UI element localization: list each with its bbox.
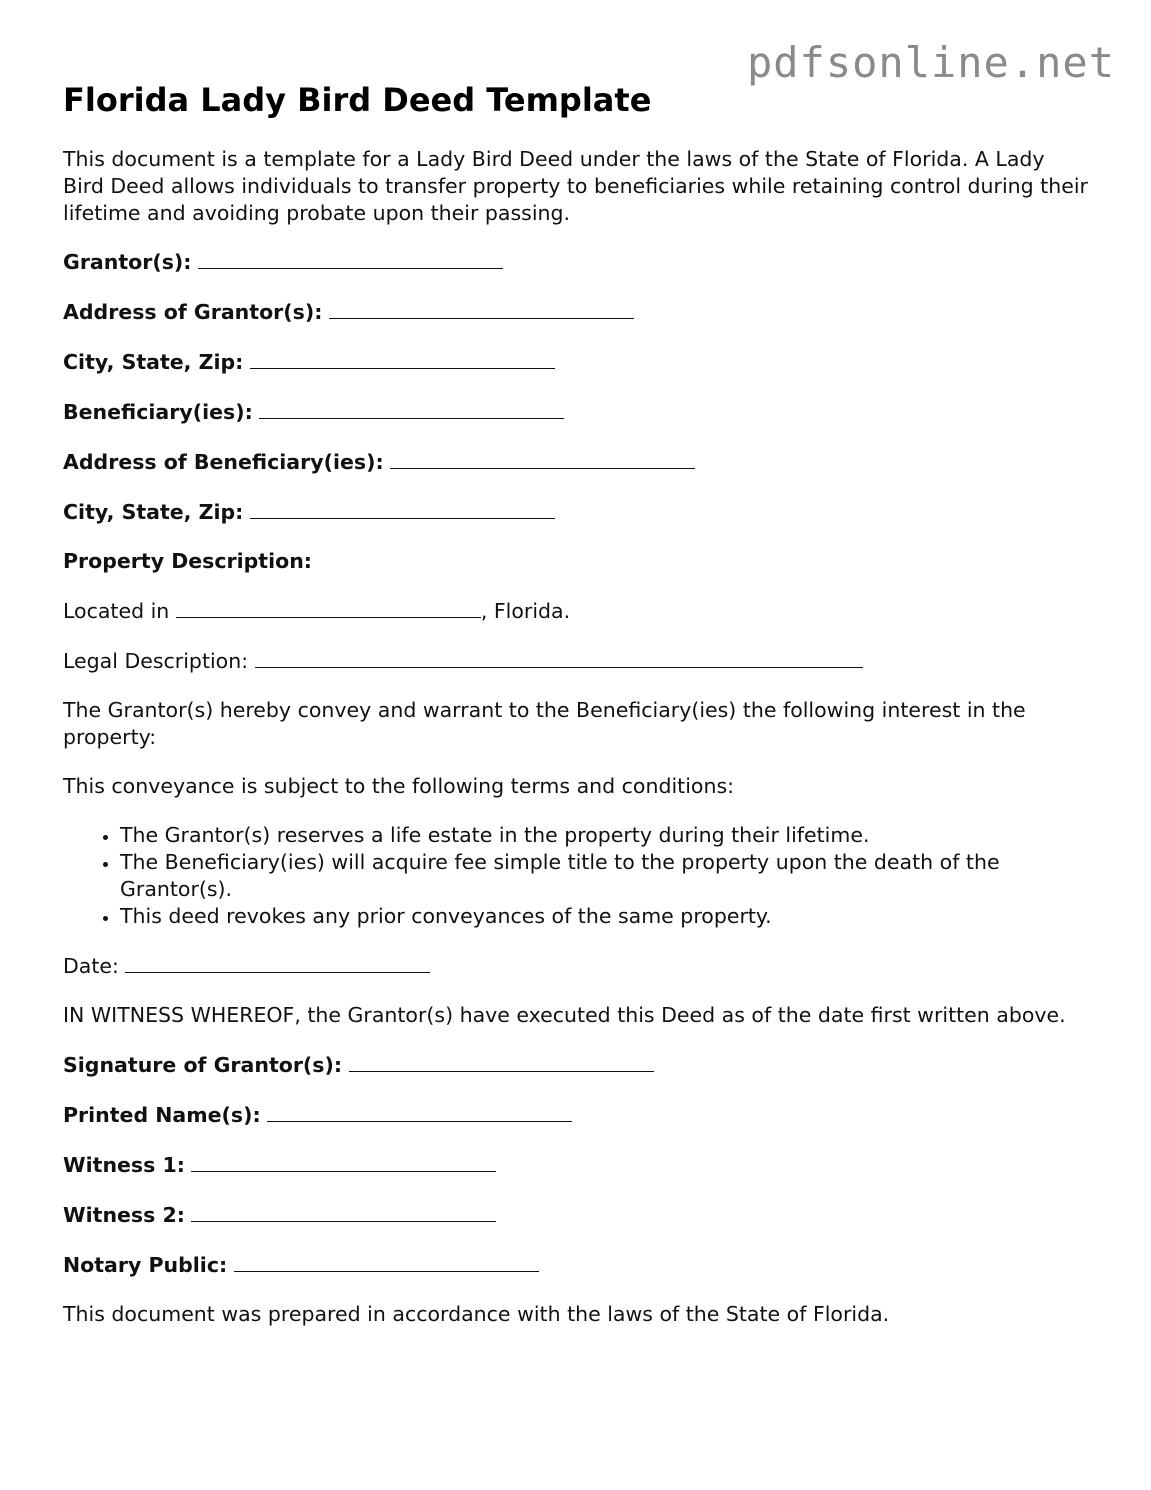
grantor-city-blank[interactable]: [250, 348, 555, 369]
beneficiaries-field: [63, 398, 1088, 426]
beneficiary-city-field: [63, 498, 1088, 526]
document-title: Florida Lady Bird Deed Template: [63, 81, 652, 119]
grantor-signature-field: [63, 1051, 1088, 1079]
beneficiaries-label: Beneficiary(ies):: [63, 400, 253, 424]
intro-paragraph: This document is a template for a Lady Bird Deed under the laws of the State of Florida. A Lady Bird Deed allows individuals to transfer property to beneficiaries while retaining control during their lifetime and avoiding probate upon their passing.: [63, 147, 1088, 225]
grantor-signature-label: Signature of Grantor(s):: [63, 1053, 343, 1077]
footer-statement: This document was prepared in accordance with the laws of the State of Florida.: [63, 1302, 890, 1326]
notary-field: [63, 1251, 1088, 1279]
legal-description-field: [63, 647, 1088, 675]
grantor-signature-blank[interactable]: [349, 1051, 654, 1072]
witness-1-blank[interactable]: [191, 1151, 496, 1172]
property-description-heading: [63, 548, 1088, 575]
document-page: [63, 78, 1088, 1350]
grantors-label: Grantor(s):: [63, 250, 192, 274]
notary-label: Notary Public:: [63, 1253, 228, 1277]
list-item: • The Grantor(s) reserves a life estate in the property during their lifetime.: [120, 822, 1088, 849]
property-description-label: Property Description:: [63, 549, 312, 573]
witness-clause: IN WITNESS WHEREOF, the Grantor(s) have executed this Deed as of the date first written above.: [63, 1003, 1066, 1027]
witness-2-blank[interactable]: [191, 1201, 496, 1222]
grantor-city-label: City, State, Zip:: [63, 350, 244, 374]
beneficiary-city-blank[interactable]: [250, 498, 555, 519]
grantors-field: [63, 248, 1088, 276]
witness-1-field: [63, 1151, 1088, 1179]
list-item: • This deed revokes any prior conveyances of the same property.: [120, 903, 1088, 930]
conveyance-paragraph: The Grantor(s) hereby convey and warrant to the Beneficiary(ies) the following interest in the property:: [63, 698, 1026, 749]
grantor-address-blank[interactable]: [329, 298, 634, 319]
watermark: pdfsonline.net: [746, 38, 1115, 87]
terms-list: [63, 822, 1088, 930]
witness-2-field: [63, 1201, 1088, 1229]
beneficiary-address-label: Address of Beneficiary(ies):: [63, 450, 384, 474]
printed-names-blank[interactable]: [267, 1101, 572, 1122]
beneficiaries-blank[interactable]: [259, 398, 564, 419]
witness-1-label: Witness 1:: [63, 1153, 185, 1177]
notary-blank[interactable]: [234, 1251, 539, 1272]
terms-intro: This conveyance is subject to the following terms and conditions:: [63, 774, 735, 798]
grantor-address-field: [63, 298, 1088, 326]
located-in-suffix: , Florida.: [480, 599, 571, 623]
beneficiary-city-label: City, State, Zip:: [63, 500, 244, 524]
located-in-blank[interactable]: [176, 597, 481, 618]
grantors-blank[interactable]: [198, 248, 503, 269]
date-field: [63, 952, 1088, 980]
located-in-prefix: Located in: [63, 599, 170, 623]
legal-description-blank[interactable]: [255, 647, 863, 668]
located-in-field: [63, 597, 1088, 625]
printed-names-label: Printed Name(s):: [63, 1103, 261, 1127]
date-blank[interactable]: [125, 952, 430, 973]
list-item: • The Beneficiary(ies) will acquire fee simple title to the property upon the death of the Grantor(s).: [120, 849, 1088, 903]
grantor-address-label: Address of Grantor(s):: [63, 300, 323, 324]
witness-2-label: Witness 2:: [63, 1203, 185, 1227]
beneficiary-address-field: [63, 448, 1088, 476]
date-label: Date:: [63, 954, 119, 978]
legal-description-label: Legal Description:: [63, 649, 249, 673]
grantor-city-field: [63, 348, 1088, 376]
printed-names-field: [63, 1101, 1088, 1129]
beneficiary-address-blank[interactable]: [390, 448, 695, 469]
